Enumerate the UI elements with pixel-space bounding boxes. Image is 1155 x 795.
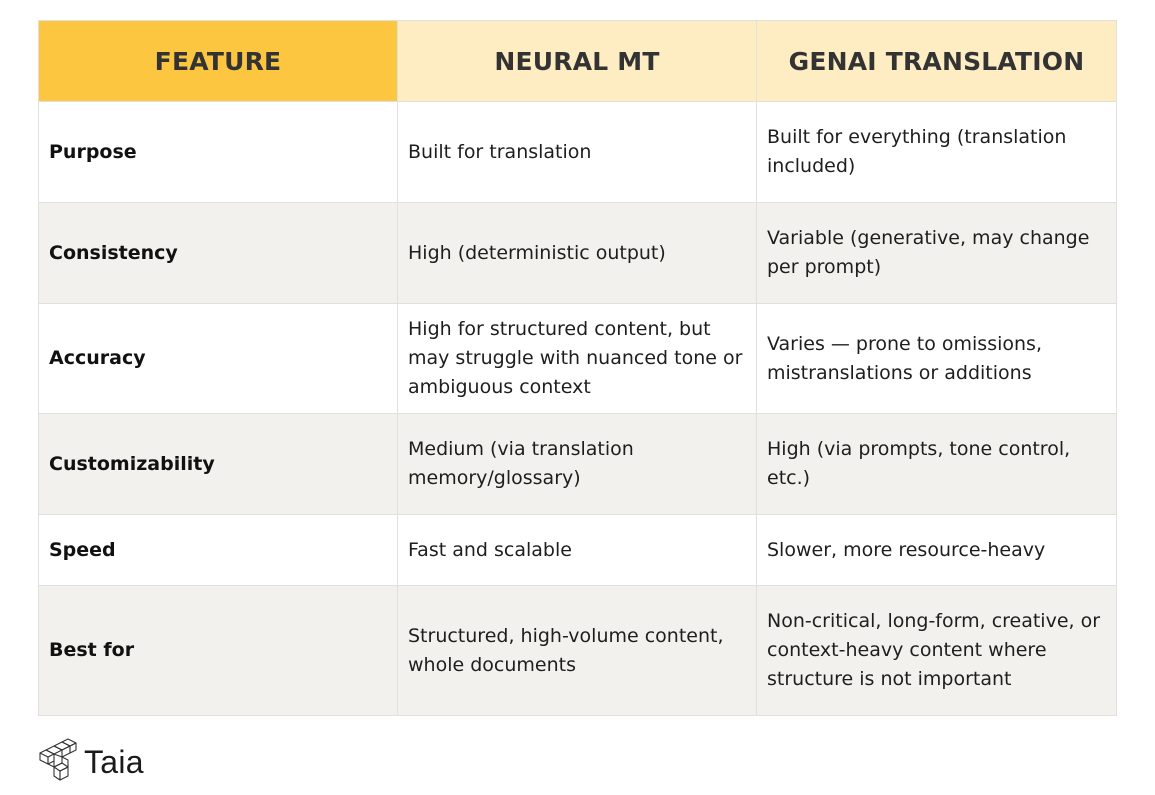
row-label: Consistency [39,203,398,304]
table-row-purpose [39,102,1116,203]
taia-logo [38,738,144,786]
row-label: Accuracy [39,304,398,414]
genai-value: Non-critical, long-form, creative, or context-heavy content where structure is not important [757,586,1116,715]
neural-mt-value: Medium (via translation memory/glossary) [398,414,757,515]
row-label: Speed [39,515,398,586]
table-row-customizability [39,414,1116,515]
neural-mt-value: Fast and scalable [398,515,757,586]
neural-mt-value: High (deterministic output) [398,203,757,304]
neural-mt-value: Built for translation [398,102,757,203]
comparison-table [38,20,1117,716]
table-header-row [39,21,1116,102]
table-row-accuracy [39,304,1116,414]
header-feature: FEATURE [39,21,398,102]
logo-text: Taia [84,743,144,780]
genai-value: Varies — prone to omissions, mistranslations or additions [757,304,1116,414]
header-neural-mt: NEURAL MT [398,21,757,102]
table-row-best-for [39,586,1116,715]
neural-mt-value: Structured, high-volume content, whole documents [398,586,757,715]
genai-value: Built for everything (translation included) [757,102,1116,203]
genai-value: High (via prompts, tone control, etc.) [757,414,1116,515]
neural-mt-value: High for structured content, but may struggle with nuanced tone or ambiguous context [398,304,757,414]
stacked-cubes-icon [38,738,78,786]
header-genai-translation: GENAI TRANSLATION [757,21,1116,102]
row-label: Customizability [39,414,398,515]
genai-value: Variable (generative, may change per prompt) [757,203,1116,304]
table-row-consistency [39,203,1116,304]
row-label: Best for [39,586,398,715]
table-row-speed [39,515,1116,586]
genai-value: Slower, more resource-heavy [757,515,1116,586]
row-label: Purpose [39,102,398,203]
